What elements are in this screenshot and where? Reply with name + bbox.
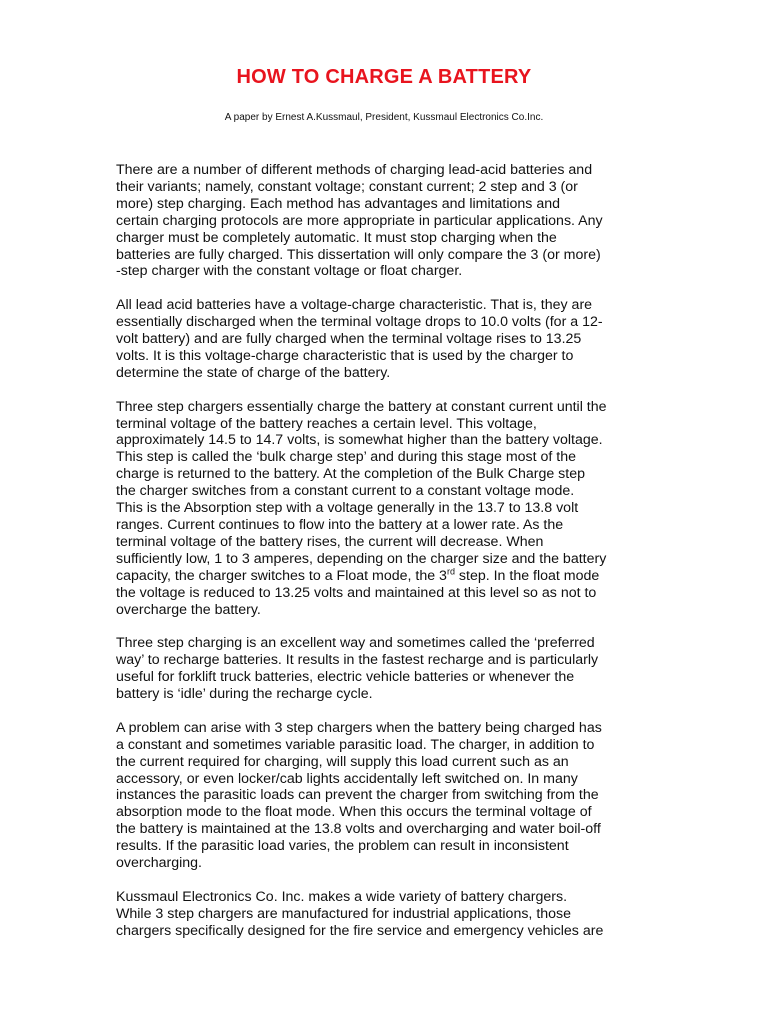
paragraph-parasitic-load: A problem can arise with 3 step chargers when the battery being charged has a constant and sometimes variable parasitic load. The charger, in addition to the current required for charging, will supply this load current such as an accessory, or even locker/cab lights accidentally left switched on. In many instances the parasitic loads can prevent the charger from switching from the absorption mode to the float mode. When this occurs the terminal voltage of the battery is maintained at the 13.8 volts and overcharging and water boil-off results. If the parasitic load varies, the problem can result in inconsistent overcharging.: [116, 719, 602, 872]
paragraph-three-step-chargers: [116, 399, 656, 619]
paragraph-preferred-way: Three step charging is an excellent way and sometimes called the ‘preferred way’ to recharge batteries. It results in the fastest recharge and is particularly useful for forklift truck batteries, electric vehicle batteries or whenever the battery is ‘idle’ during the recharge cycle.: [116, 635, 599, 703]
paragraph-three-step-tail: step. In the float mode the voltage is reduced to 13.25 volts and maintained at this level so as not to overcharge the battery.: [116, 567, 600, 618]
page-title: HOW TO CHARGE A BATTERY: [236, 66, 532, 88]
paragraph-kussmaul-chargers: Kussmaul Electronics Co. Inc. makes a wide variety of battery chargers. While 3 step chargers are manufactured for industrial applications, those chargers specifically designed for the fire service and emergency vehicles are: [116, 888, 604, 939]
paragraph-three-step-text: Three step chargers essentially charge the battery at constant current until the terminal voltage of the battery reaches a certain level. This voltage, approximately 14.5 to 14.7 volts, is somewhat higher than the battery voltage. This step is called the ‘bulk charge step’ and during this stage most of the charge is returned to the battery. At the completion of the Bulk Charge step the charger switches from a constant current to a constant voltage mode. This is the Absorption step with a voltage generally in the 13.7 to 13.8 volt ranges. Current continues to flow into the battery at a lower rate. As the terminal voltage of the battery rises, the current will decrease. When sufficiently low, 1 to 3 amperes, depending on the charger size and the battery capacity, the charger switches to a Float mode, the 3: [116, 398, 607, 584]
author-byline: A paper by Ernest A.Kussmaul, President, Kussmaul Electronics Co.Inc.: [224, 112, 544, 123]
paragraph-voltage-characteristic: All lead acid batteries have a voltage-charge characteristic. That is, they are essentially discharged when the terminal voltage drops to 10.0 volts (for a 12- volt battery) and are fully charged when the terminal voltage rises to 13.25 volts. It is this voltage-charge characteristic that is used by the charger to determine the state of charge of the battery.: [116, 297, 603, 381]
ordinal-superscript: rd: [446, 565, 455, 576]
paragraph-charging-methods: There are a number of different methods of charging lead-acid batteries and their variants; namely, constant voltage; constant current; 2 step and 3 (or more) step charging. Each method has advantages and limitations and certain charging protocols are more appropriate in particular applications. Any charger must be completely automatic. It must stop charging when the batteries are fully charged. This dissertation will only compare the 3 (or more) -step charger with the constant voltage or float charger.: [116, 162, 603, 280]
document-body: [116, 162, 656, 957]
